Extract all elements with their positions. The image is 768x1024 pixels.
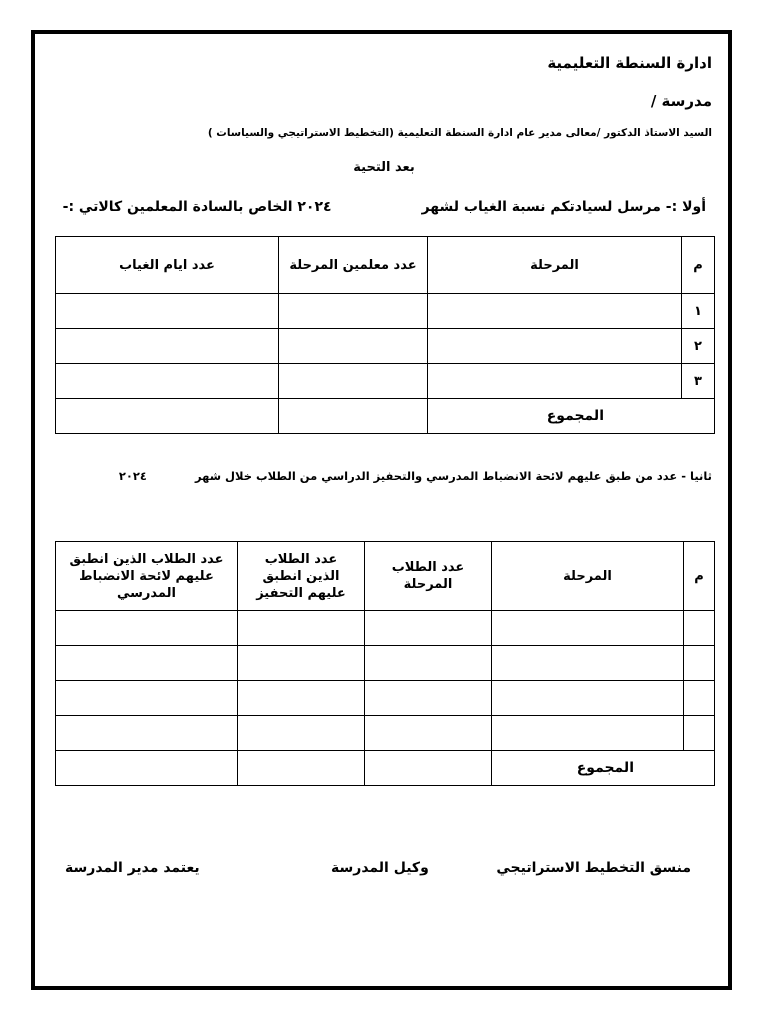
row-number: ٢ — [682, 329, 715, 364]
table-header-row — [56, 542, 715, 611]
teachers-cell[interactable] — [279, 294, 428, 329]
table-row — [56, 364, 715, 399]
total-teachers-cell[interactable] — [279, 399, 428, 434]
discipline-cell[interactable] — [56, 611, 238, 646]
row-number — [684, 716, 715, 751]
table-row — [56, 716, 715, 751]
student-discipline-table — [55, 541, 715, 786]
total-label: المجموع — [492, 751, 715, 786]
table-header-row — [56, 237, 715, 294]
incentive-cell[interactable] — [238, 611, 365, 646]
section1-intro — [63, 199, 706, 215]
column-header-teachers: عدد معلمين المرحلة — [279, 237, 428, 294]
table-row — [56, 646, 715, 681]
row-number — [684, 681, 715, 716]
students-cell[interactable] — [365, 716, 492, 751]
stage-cell[interactable] — [492, 681, 684, 716]
row-number — [684, 611, 715, 646]
total-incentive-cell[interactable] — [238, 751, 365, 786]
teachers-cell[interactable] — [279, 364, 428, 399]
column-header-number: م — [682, 237, 715, 294]
total-students-cell[interactable] — [365, 751, 492, 786]
column-header-incentive: عدد الطلاب الذين انطبق عليهم التحفيز — [238, 542, 365, 611]
section1-intro-b: ٢٠٢٤ الخاص بالسادة المعلمين كالاتي :- — [62, 199, 332, 215]
table-row — [56, 611, 715, 646]
column-header-stage: المرحلة — [428, 237, 682, 294]
table-row — [56, 329, 715, 364]
row-number — [684, 646, 715, 681]
stage-cell[interactable] — [492, 716, 684, 751]
students-cell[interactable] — [365, 646, 492, 681]
incentive-cell[interactable] — [238, 646, 365, 681]
students-cell[interactable] — [365, 681, 492, 716]
school-name: مدرسة / — [650, 92, 712, 110]
section1-intro-a: أولا :- مرسل لسيادتكم نسبة الغياب لشهر — [421, 199, 706, 215]
column-header-absence-days: عدد ايام الغياب — [56, 237, 279, 294]
total-row — [56, 399, 715, 434]
signature-planning-coordinator: منسق التخطيط الاستراتيجي — [496, 860, 691, 876]
discipline-cell[interactable] — [56, 681, 238, 716]
row-number: ١ — [682, 294, 715, 329]
teachers-cell[interactable] — [279, 329, 428, 364]
table-row — [56, 294, 715, 329]
total-discipline-cell[interactable] — [56, 751, 238, 786]
row-number: ٣ — [682, 364, 715, 399]
total-label: المجموع — [428, 399, 715, 434]
signature-principal: يعتمد مدير المدرسة — [65, 860, 200, 876]
total-row — [56, 751, 715, 786]
column-header-stage: المرحلة — [492, 542, 684, 611]
absence-days-cell[interactable] — [56, 329, 279, 364]
absence-days-cell[interactable] — [56, 364, 279, 399]
stage-cell[interactable] — [492, 646, 684, 681]
incentive-cell[interactable] — [238, 716, 365, 751]
table-row — [56, 681, 715, 716]
teacher-absence-table — [55, 236, 715, 434]
incentive-cell[interactable] — [238, 681, 365, 716]
authority-name: ادارة السنطة التعليمية — [547, 54, 712, 72]
students-cell[interactable] — [365, 611, 492, 646]
discipline-cell[interactable] — [56, 646, 238, 681]
section2-intro-b: ٢٠٢٤ — [118, 469, 147, 483]
stage-cell[interactable] — [428, 329, 682, 364]
section2-intro-a: ثانيا - عدد من طبق عليهم لائحة الانضباط المدرسي والتحفيز الدراسي من الطلاب خلال شهر — [194, 469, 712, 483]
column-header-number: م — [684, 542, 715, 611]
stage-cell[interactable] — [428, 294, 682, 329]
greeting: بعد التحية — [353, 160, 415, 175]
section2-intro — [119, 469, 712, 483]
total-absence-days-cell[interactable] — [56, 399, 279, 434]
absence-days-cell[interactable] — [56, 294, 279, 329]
stage-cell[interactable] — [492, 611, 684, 646]
addressee-line: السيد الاستاذ الدكتور /معالى مدير عام ادارة السنطة التعليمية (التخطيط الاستراتيجي والسياسات ) — [207, 127, 712, 139]
column-header-students: عدد الطلاب المرحلة — [365, 542, 492, 611]
discipline-cell[interactable] — [56, 716, 238, 751]
signature-deputy: وكيل المدرسة — [331, 860, 429, 876]
stage-cell[interactable] — [428, 364, 682, 399]
column-header-discipline: عدد الطلاب الذين انطبق عليهم لائحة الانضباط المدرسي — [56, 542, 238, 611]
